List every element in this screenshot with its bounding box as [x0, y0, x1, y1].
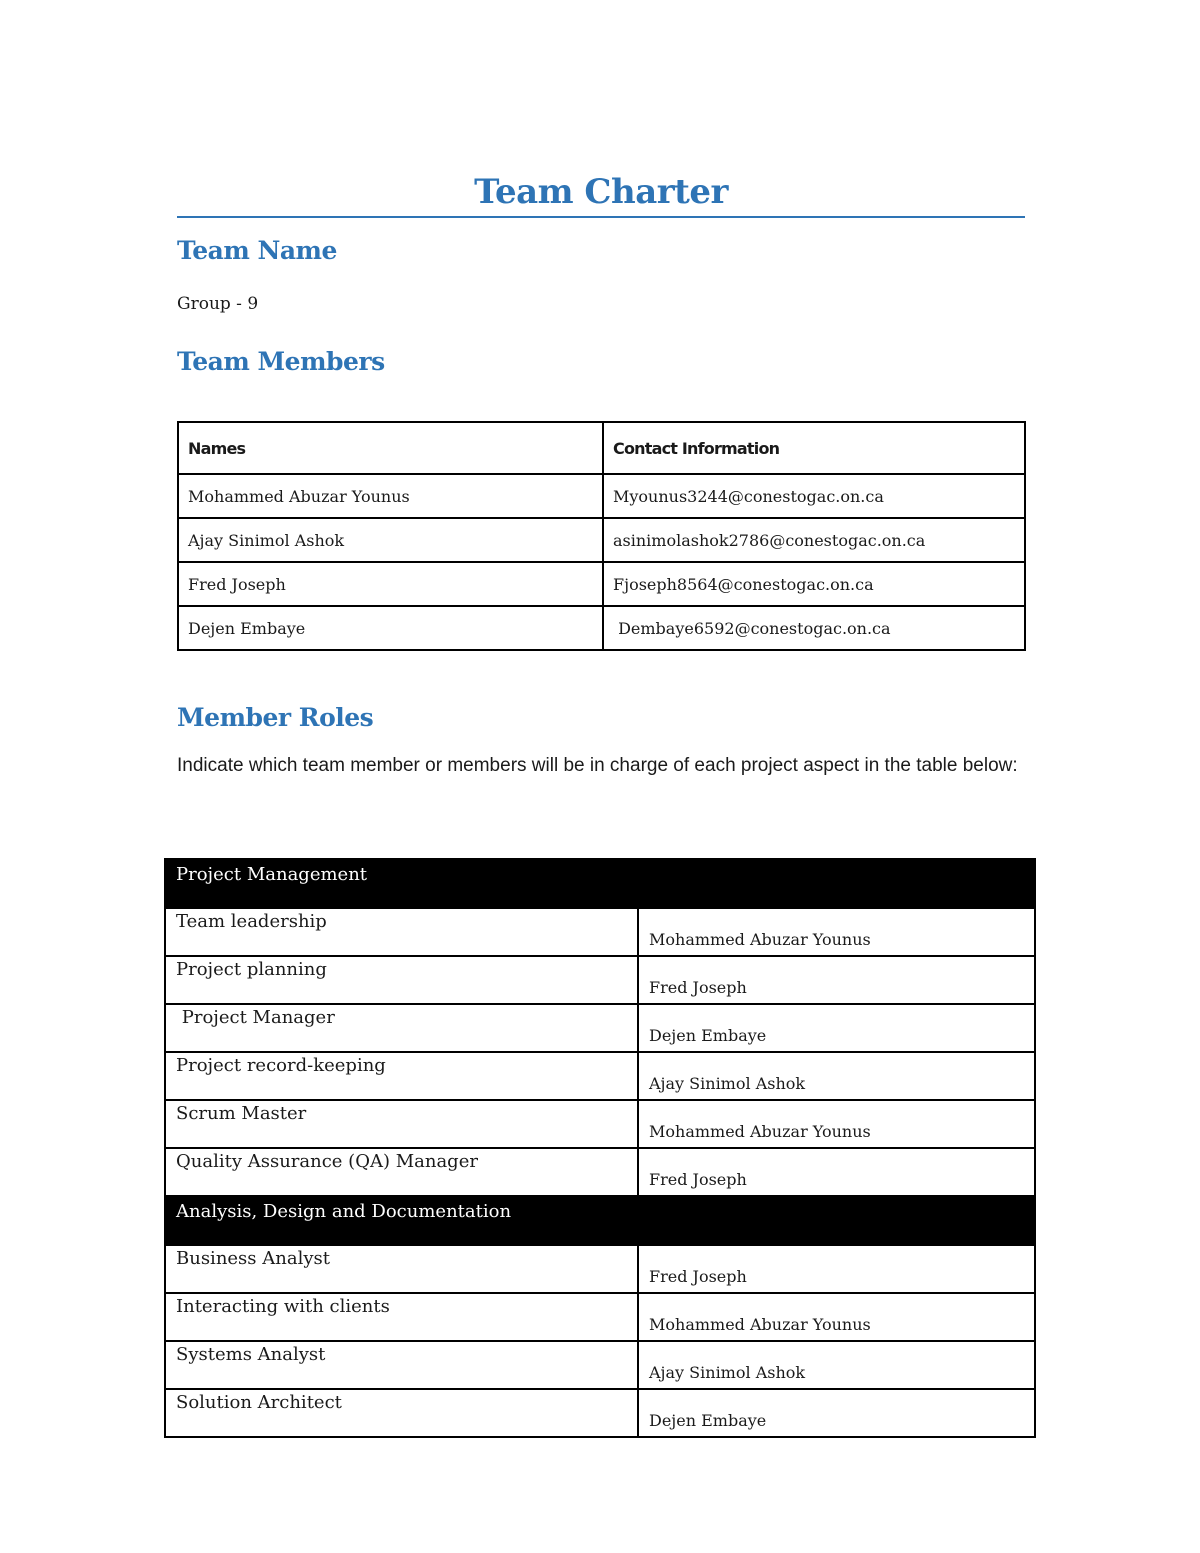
- member-contact: Fjoseph8564@conestogac.on.ca: [603, 562, 1025, 606]
- role-aspect: Team leadership: [165, 908, 638, 956]
- role-member: Dejen Embaye: [638, 1004, 1035, 1052]
- member-roles-table: [164, 858, 1036, 1438]
- table-row: [165, 908, 1035, 956]
- role-member: Mohammed Abuzar Younus: [638, 908, 1035, 956]
- team-name-heading: Team Name: [177, 236, 337, 265]
- contact-column-header: Contact Information: [603, 422, 1025, 474]
- role-aspect: Scrum Master: [165, 1100, 638, 1148]
- role-aspect: Solution Architect: [165, 1389, 638, 1437]
- team-name-value: Group - 9: [177, 294, 259, 314]
- section-title: Project Management: [165, 859, 1035, 908]
- table-row: [165, 956, 1035, 1004]
- section-header-row: [165, 859, 1035, 908]
- role-member: Fred Joseph: [638, 1148, 1035, 1196]
- member-roles-heading: Member Roles: [177, 703, 374, 732]
- role-member: Fred Joseph: [638, 956, 1035, 1004]
- role-aspect: Systems Analyst: [165, 1341, 638, 1389]
- names-column-header: Names: [178, 422, 603, 474]
- section-title: Analysis, Design and Documentation: [165, 1196, 1035, 1245]
- table-row: [178, 518, 1025, 562]
- role-aspect: Interacting with clients: [165, 1293, 638, 1341]
- role-member: Dejen Embaye: [638, 1389, 1035, 1437]
- member-contact: Dembaye6592@conestogac.on.ca: [603, 606, 1025, 650]
- role-member: Ajay Sinimol Ashok: [638, 1052, 1035, 1100]
- member-name: Mohammed Abuzar Younus: [178, 474, 603, 518]
- table-row: [165, 1293, 1035, 1341]
- table-row: [165, 1389, 1035, 1437]
- member-contact: Myounus3244@conestogac.on.ca: [603, 474, 1025, 518]
- role-aspect: Business Analyst: [165, 1245, 638, 1293]
- member-contact: asinimolashok2786@conestogac.on.ca: [603, 518, 1025, 562]
- role-aspect: Project planning: [165, 956, 638, 1004]
- member-name: Fred Joseph: [178, 562, 603, 606]
- table-row: [178, 474, 1025, 518]
- table-row: [178, 606, 1025, 650]
- table-row: [165, 1245, 1035, 1293]
- document-title: Team Charter: [474, 172, 728, 212]
- role-aspect: Quality Assurance (QA) Manager: [165, 1148, 638, 1196]
- table-row: [165, 1004, 1035, 1052]
- title-divider: [177, 216, 1025, 218]
- table-row: [165, 1052, 1035, 1100]
- role-member: Fred Joseph: [638, 1245, 1035, 1293]
- role-aspect: Project record-keeping: [165, 1052, 638, 1100]
- table-row: [178, 562, 1025, 606]
- table-row: [165, 1148, 1035, 1196]
- members-header-row: [178, 422, 1025, 474]
- table-row: [165, 1100, 1035, 1148]
- table-row: [165, 1341, 1035, 1389]
- section-header-row: [165, 1196, 1035, 1245]
- roles-instruction: Indicate which team member or members will be in charge of each project aspect in the table below:: [177, 755, 1018, 776]
- role-member: Mohammed Abuzar Younus: [638, 1100, 1035, 1148]
- role-member: Ajay Sinimol Ashok: [638, 1341, 1035, 1389]
- role-member: Mohammed Abuzar Younus: [638, 1293, 1035, 1341]
- team-members-table: [177, 421, 1026, 651]
- role-aspect: Project Manager: [165, 1004, 638, 1052]
- member-name: Dejen Embaye: [178, 606, 603, 650]
- team-members-heading: Team Members: [177, 347, 385, 376]
- member-name: Ajay Sinimol Ashok: [178, 518, 603, 562]
